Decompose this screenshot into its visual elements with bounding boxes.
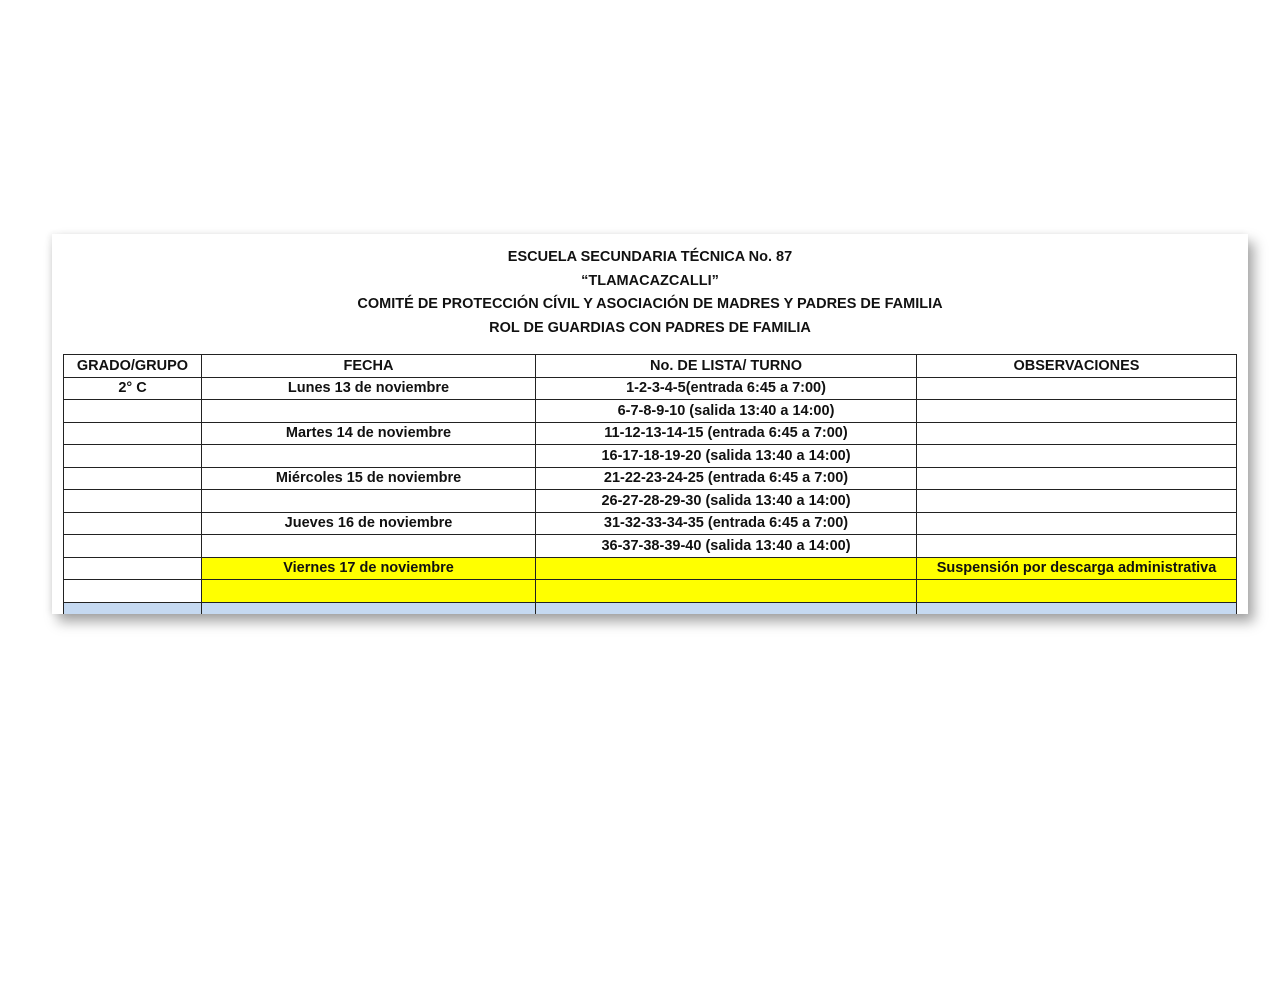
cell-fecha: Martes 14 de noviembre [202,422,536,445]
cell-grupo [64,512,202,535]
cell-observaciones [917,512,1237,535]
cell-turno: 26-27-28-29-30 (salida 13:40 a 14:00) [536,490,917,513]
committee-name: COMITÉ DE PROTECCIÓN CÍVIL Y ASOCIACIÓN DE MADRES Y PADRES DE FAMILIA [357,296,943,312]
cell-observaciones [917,490,1237,513]
document-header [52,246,1248,340]
table-row [64,377,1237,400]
cell-grupo [64,422,202,445]
document-sheet [52,234,1248,614]
cell-fecha: Lunes 13 de noviembre [202,377,536,400]
table-row [64,580,1237,603]
table-row [64,535,1237,558]
cell-turno: 16-17-18-19-20 (salida 13:40 a 14:00) [536,445,917,468]
document-title: ROL DE GUARDIAS CON PADRES DE FAMILIA [489,319,811,336]
table-row [64,512,1237,535]
table-row [64,490,1237,513]
cell-observaciones: Suspensión por descarga administrativa [917,557,1237,580]
column-header-observaciones: OBSERVACIONES [917,355,1237,378]
cell-observaciones [917,422,1237,445]
table-row-suspension [64,557,1237,580]
cell-fecha: Jueves 16 de noviembre [202,512,536,535]
cell-observaciones [917,602,1237,614]
cell-turno: 31-32-33-34-35 (entrada 6:45 a 7:00) [536,512,917,535]
cell-fecha [202,602,536,614]
table-row [64,467,1237,490]
table-header-row [64,355,1237,378]
table-row [64,602,1237,614]
column-header-fecha: FECHA [202,355,536,378]
table-row [64,445,1237,468]
cell-fecha: Miércoles 15 de noviembre [202,467,536,490]
column-header-grupo: GRADO/GRUPO [64,355,202,378]
cell-turno [536,580,917,603]
cell-grupo [64,580,202,603]
school-motto: “TLAMACAZCALLI” [581,272,719,289]
cell-grupo: 2° C [64,377,202,400]
cell-grupo [64,467,202,490]
cell-fecha [202,490,536,513]
cell-turno [536,602,917,614]
cell-observaciones [917,445,1237,468]
cell-observaciones [917,400,1237,423]
cell-turno: 21-22-23-24-25 (entrada 6:45 a 7:00) [536,467,917,490]
cell-grupo [64,535,202,558]
cell-grupo [64,400,202,423]
cell-turno [536,557,917,580]
cell-turno: 36-37-38-39-40 (salida 13:40 a 14:00) [536,535,917,558]
cell-fecha [202,580,536,603]
column-header-turno: No. DE LISTA/ TURNO [536,355,917,378]
school-name: ESCUELA SECUNDARIA TÉCNICA No. 87 [507,249,793,265]
cell-grupo [64,557,202,580]
cell-grupo [64,490,202,513]
cell-observaciones [917,535,1237,558]
cell-grupo [64,445,202,468]
table-row [64,422,1237,445]
guard-roster-table [63,354,1237,614]
table-row [64,400,1237,423]
cell-observaciones [917,377,1237,400]
cell-fecha [202,445,536,468]
cell-fecha [202,400,536,423]
cell-fecha [202,535,536,558]
cell-turno: 1-2-3-4-5(entrada 6:45 a 7:00) [536,377,917,400]
cell-turno: 6-7-8-9-10 (salida 13:40 a 14:00) [536,400,917,423]
cell-grupo [64,602,202,614]
cell-turno: 11-12-13-14-15 (entrada 6:45 a 7:00) [536,422,917,445]
cell-observaciones [917,467,1237,490]
cell-fecha: Viernes 17 de noviembre [202,557,536,580]
cell-observaciones [917,580,1237,603]
